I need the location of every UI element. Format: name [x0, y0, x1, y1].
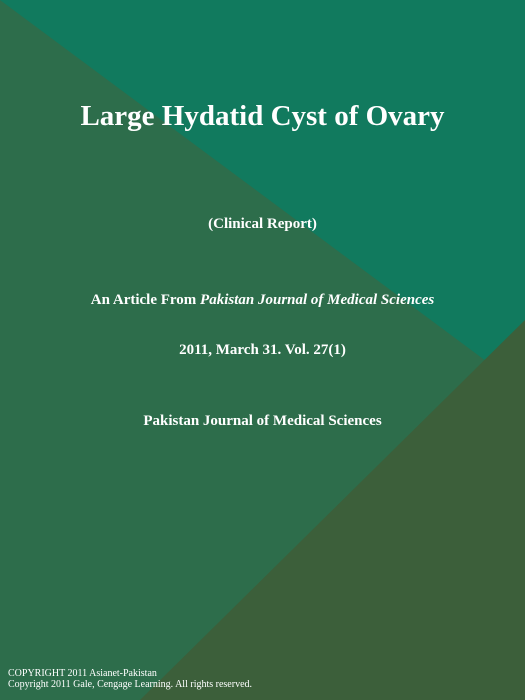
article-source-prefix: An Article From: [90, 292, 201, 308]
copyright-notice: [8, 668, 508, 690]
article-source-journal: Pakistan Journal of Medical Sciences: [200, 292, 435, 308]
copyright-line-1: COPYRIGHT 2011 Asianet-Pakistan: [8, 668, 157, 679]
publication-date-volume: 2011, March 31. Vol. 27(1): [179, 342, 346, 358]
article-source-line: [0, 290, 525, 310]
cover-subtitle: (Clinical Report): [208, 216, 317, 232]
cover-title: Large Hydatid Cyst of Ovary: [80, 100, 445, 132]
copyright-line-2: Copyright 2011 Gale, Cengage Learning. All rights reserved.: [8, 679, 253, 690]
publisher-name: Pakistan Journal of Medical Sciences: [143, 413, 382, 429]
